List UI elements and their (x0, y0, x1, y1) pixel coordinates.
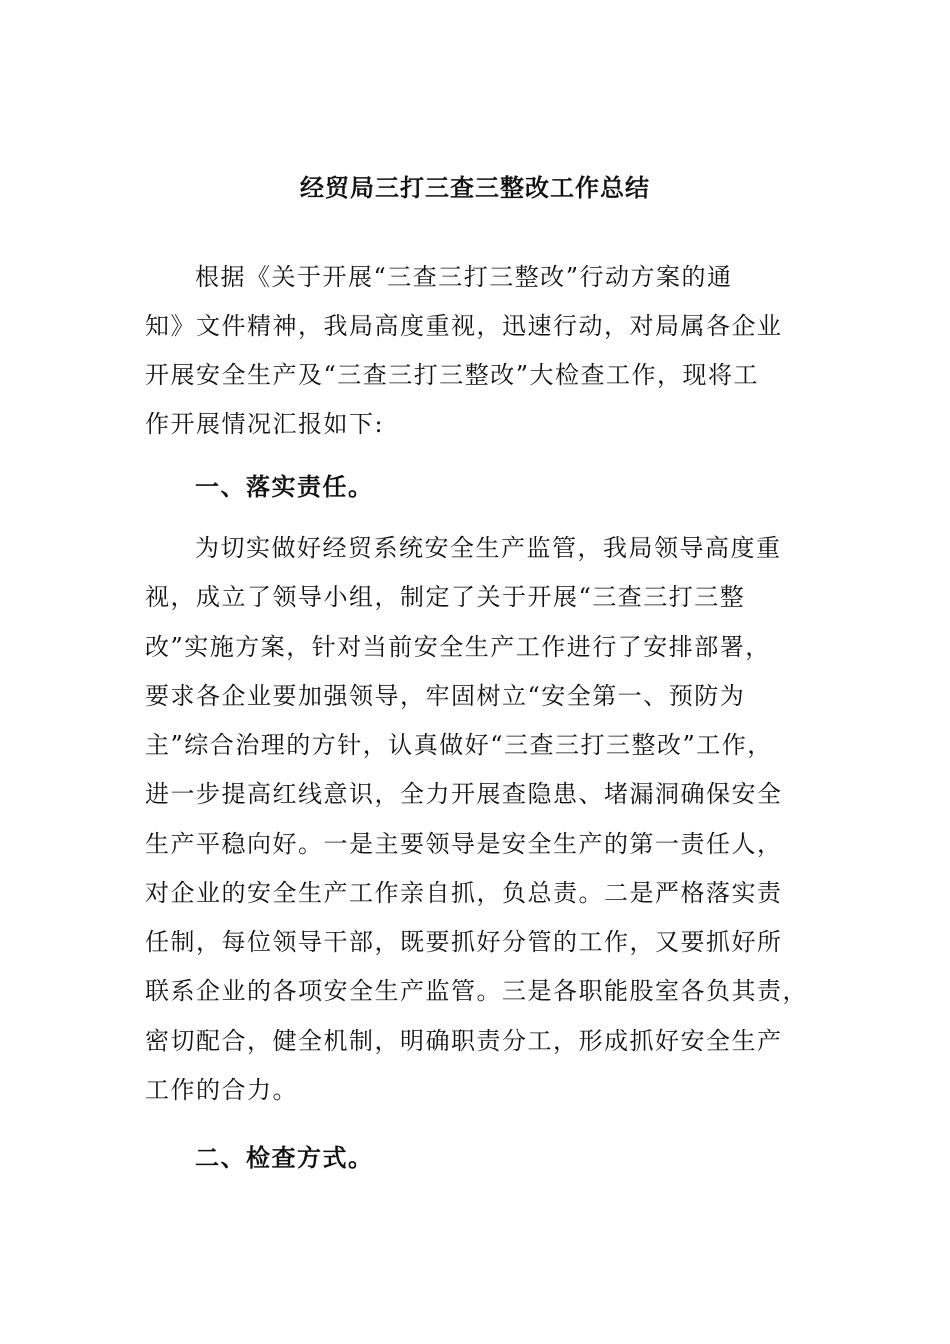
body-line: 密切配合，健全机制，明确职责分工，形成抓好安全生产 (145, 1027, 783, 1055)
intro-line: 知》文件精神，我局高度重视，迅速行动，对局属各企业 (145, 312, 783, 340)
intro-line: 作开展情况汇报如下: (145, 410, 385, 438)
body-line: 联系企业的各项安全生产监管。三是各职能股室各负其责， (145, 977, 808, 1005)
intro-line: 开展安全生产及“三查三打三整改”大检查工作，现将工 (145, 361, 760, 389)
intro-line: 根据《关于开展“三查三打三整改”行动方案的通 (195, 263, 733, 291)
document-title: 经贸局三打三查三整改工作总结 (300, 173, 650, 202)
section-heading: 一、落实责任。 (195, 472, 374, 501)
body-line: 生产平稳向好。一是主要领导是安全生产的第一责任人， (145, 830, 783, 858)
body-line: 要求各企业要加强领导，牢固树立“安全第一、预防为 (145, 682, 746, 710)
body-line: 视，成立了领导小组，制定了关于开展“三查三打三整 (145, 583, 746, 611)
body-line: 为切实做好经贸系统安全生产监管，我局领导高度重 (195, 534, 782, 562)
body-line: 工作的合力。 (145, 1076, 298, 1104)
body-line: 改”实施方案，针对当前安全生产工作进行了安排部署， (145, 633, 771, 661)
body-line: 任制，每位领导干部，既要抓好分管的工作，又要抓好所 (145, 928, 783, 956)
body-line: 对企业的安全生产工作亲自抓，负总责。二是严格落实责 (145, 879, 783, 907)
body-line: 主”综合治理的方针，认真做好“三查三打三整改”工作， (145, 731, 773, 759)
section-heading: 二、检查方式。 (195, 1143, 374, 1172)
body-line: 进一步提高红线意识，全力开展查隐患、堵漏洞确保安全 (145, 780, 783, 808)
